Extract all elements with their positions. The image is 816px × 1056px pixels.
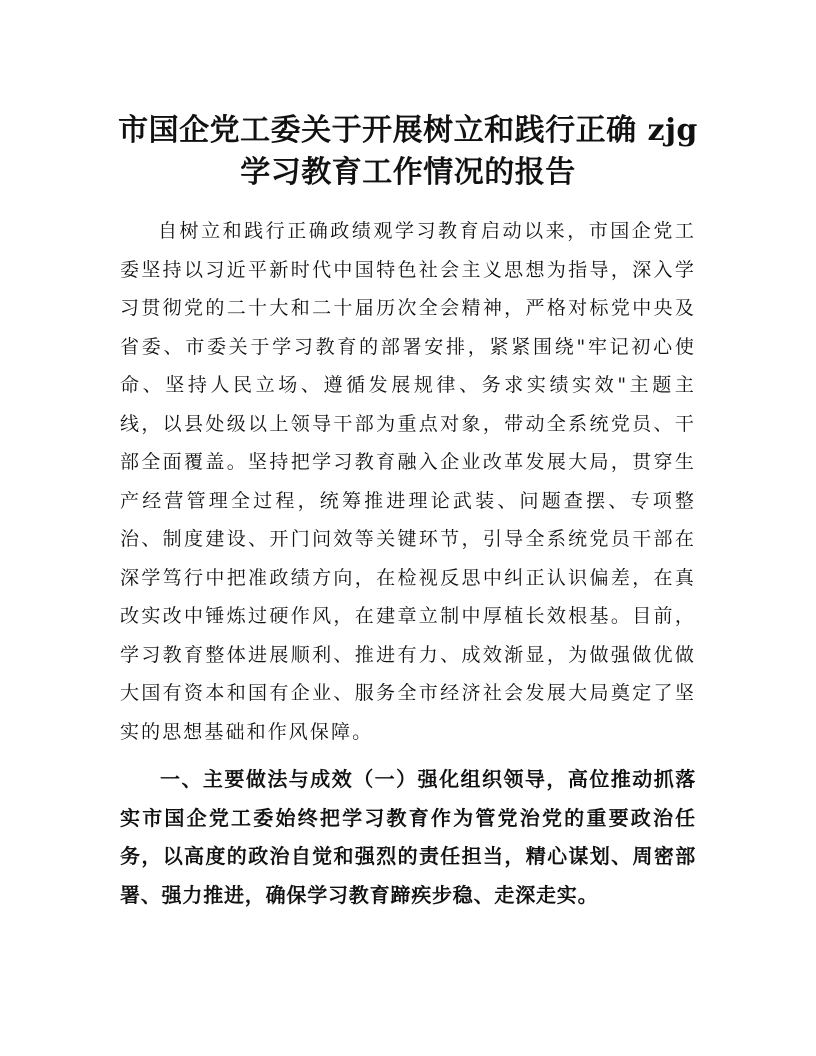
section-one-paragraph: 一、主要做法与成效（一）强化组织领导，高位推动抓落实市国企党工委始终把学习教育作为管党治党的重要政治任务，以高度的政治自觉和强烈的责任担当，精心谋划、周密部署、强力推进，确保学习教育蹄疾步稳、走深走实。 [120,767,696,907]
intro-paragraph: 自树立和践行正确政绩观学习教育启动以来，市国企党工委坚持以习近平新时代中国特色社会主义思想为指导，深入学习贯彻党的二十大和二十届历次全会精神，严格对标党中央及省委、市委关于学习教育的部署安排，紧紧围绕"牢记初心使命、坚持人民立场、遵循发展规律、务求实绩实效"主题主线，以县处级以上领导干部为重点对象，带动全系统党员、干部全面覆盖。坚持把学习教育融入企业改革发展大局，贯穿生产经营管理全过程，统筹推进理论武装、问题查摆、专项整治、制度建设、开门问效等关键环节，引导全系统党员干部在深学笃行中把准政绩方向，在检视反思中纠正认识偏差，在真改实改中锤炼过硬作风，在建章立制中厚植长效根基。目前，学习教育整体进展顺利、推进有力、成效渐显，为做强做优做大国有资本和国有企业、服务全市经济社会发展大局奠定了坚实的思想基础和作风保障。 [120,220,696,743]
title-line-1: 市国企党工委关于开展树立和践行正确 zjg [118,113,698,148]
title-line-2: 学习教育工作情况的报告 [240,155,576,190]
document-title [100,110,716,194]
